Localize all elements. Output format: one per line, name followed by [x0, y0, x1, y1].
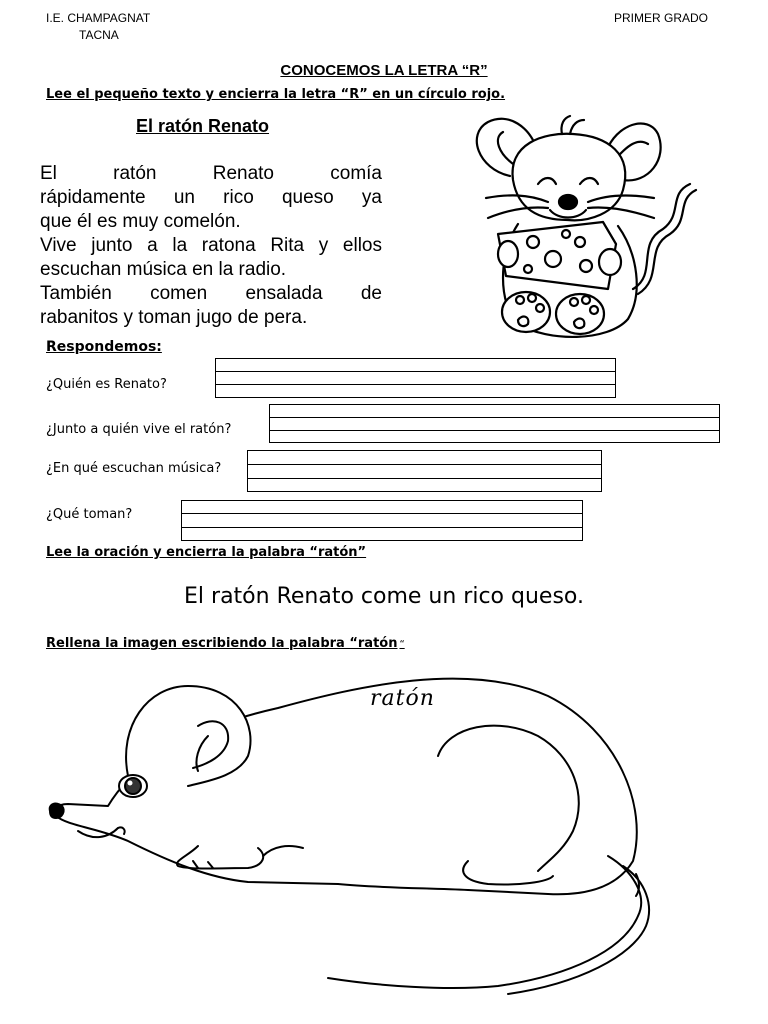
story-line: rápidamente un rico queso ya — [40, 187, 382, 208]
instruction-circle-word: Lee la oración y encierra la palabra “ratón” — [46, 545, 367, 560]
answer-box-3[interactable] — [247, 450, 602, 492]
fill-word-ratón: ratón — [370, 686, 435, 711]
answer-box-1[interactable] — [215, 358, 616, 398]
question-3: ¿En qué escuchan música? — [46, 461, 222, 476]
question-1: ¿Quién es Renato? — [46, 377, 167, 392]
story-line: Vive junto a la ratona Rita y ellos — [40, 235, 382, 256]
question-2: ¿Junto a quién vive el ratón? — [46, 422, 232, 437]
instruction-fill-image-text: Rellena la imagen escribiendo la palabra “ratón — [46, 636, 398, 651]
story-line: El ratón Renato comía — [40, 163, 382, 184]
practice-sentence: El ratón Renato come un rico queso. — [184, 584, 584, 609]
instruction-fill-image — [46, 636, 405, 651]
story-line: También comen ensalada de — [40, 283, 382, 304]
story-title: El ratón Renato — [136, 116, 270, 136]
answer-box-4[interactable] — [181, 500, 583, 541]
story-text — [40, 162, 382, 330]
story-line: rabanitos y toman jugo de pera. — [40, 307, 308, 328]
grade-label: PRIMER GRADO — [614, 11, 709, 25]
worksheet-title-text: CONOCEMOS LA LETRA “R” — [280, 62, 488, 79]
respondemos-heading: Respondemos: — [46, 339, 162, 355]
worksheet-title — [0, 62, 768, 79]
instruction-circle-letter: Lee el pequeño texto y encierra la letra “R” en un círculo rojo. — [46, 87, 506, 102]
story-line: que él es muy comelón. — [40, 211, 241, 232]
answer-box-2[interactable] — [269, 404, 720, 443]
story-line: escuchan música en la radio. — [40, 259, 287, 280]
mouse-outline-illustration — [48, 656, 668, 996]
mouse-with-cheese-illustration — [458, 114, 698, 344]
school-name: I.E. CHAMPAGNAT — [46, 11, 151, 25]
question-4: ¿Qué toman? — [46, 507, 133, 522]
instruction-fill-image-tail: “ — [399, 639, 405, 650]
school-city: TACNA — [79, 28, 119, 42]
